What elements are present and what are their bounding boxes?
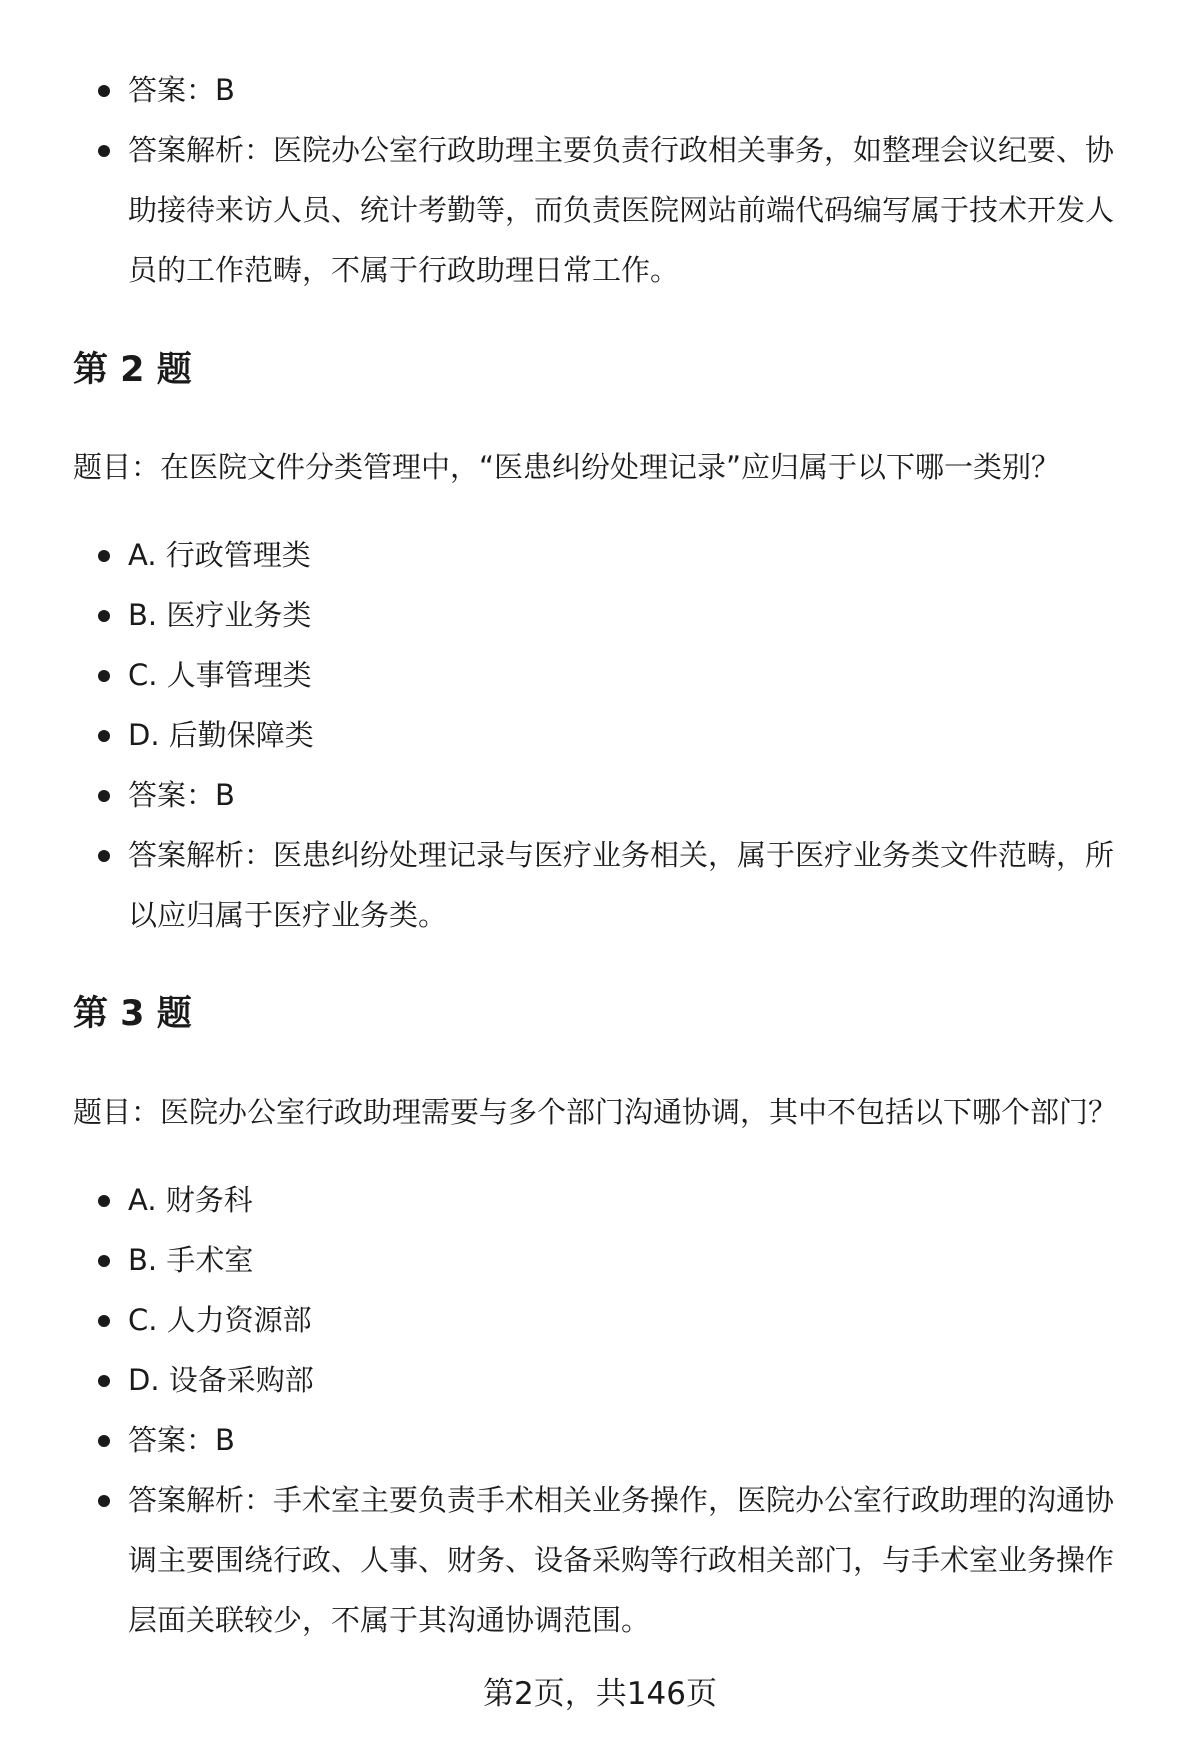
option-item: A. 行政管理类 <box>0 525 1200 585</box>
option-item: B. 医疗业务类 <box>0 585 1200 645</box>
question-stem: 题目：医院办公室行政助理需要与多个部门沟通协调，其中不包括以下哪个部门？ <box>73 1095 1118 1129</box>
option-item: A. 财务科 <box>0 1170 1200 1230</box>
question-heading: 第 3 题 <box>73 994 192 1034</box>
explanation-item: 答案解析：医患纠纷处理记录与医疗业务相关，属于医疗业务类文件范畴，所以应归属于医疗业务类。 <box>0 825 1200 945</box>
option-item: D. 后勤保障类 <box>0 705 1200 765</box>
explanation-item: 答案解析：医院办公室行政助理主要负责行政相关事务，如整理会议纪要、协助接待来访人员、统计考勤等，而负责医院网站前端代码编写属于技术开发人员的工作范畴，不属于行政助理日常工作。 <box>0 120 1200 300</box>
explanation-item: 答案解析：手术室主要负责手术相关业务操作，医院办公室行政助理的沟通协调主要围绕行政、人事、财务、设备采购等行政相关部门，与手术室业务操作层面关联较少，不属于其沟通协调范围。 <box>0 1470 1200 1650</box>
page-number-footer: 第2页，共146页 <box>483 1676 717 1712</box>
question-heading: 第 2 题 <box>73 350 192 390</box>
question-2-list <box>0 525 1200 945</box>
option-item: C. 人力资源部 <box>0 1290 1200 1350</box>
prev-question-list <box>0 60 1200 300</box>
question-stem: 题目：在医院文件分类管理中，“医患纠纷处理记录”应归属于以下哪一类别？ <box>73 450 1061 484</box>
option-item: B. 手术室 <box>0 1230 1200 1290</box>
answer-item: 答案：B <box>0 765 1200 825</box>
question-3-list <box>0 1170 1200 1650</box>
answer-item: 答案：B <box>0 60 1200 120</box>
option-item: C. 人事管理类 <box>0 645 1200 705</box>
answer-item: 答案：B <box>0 1410 1200 1470</box>
option-item: D. 设备采购部 <box>0 1350 1200 1410</box>
